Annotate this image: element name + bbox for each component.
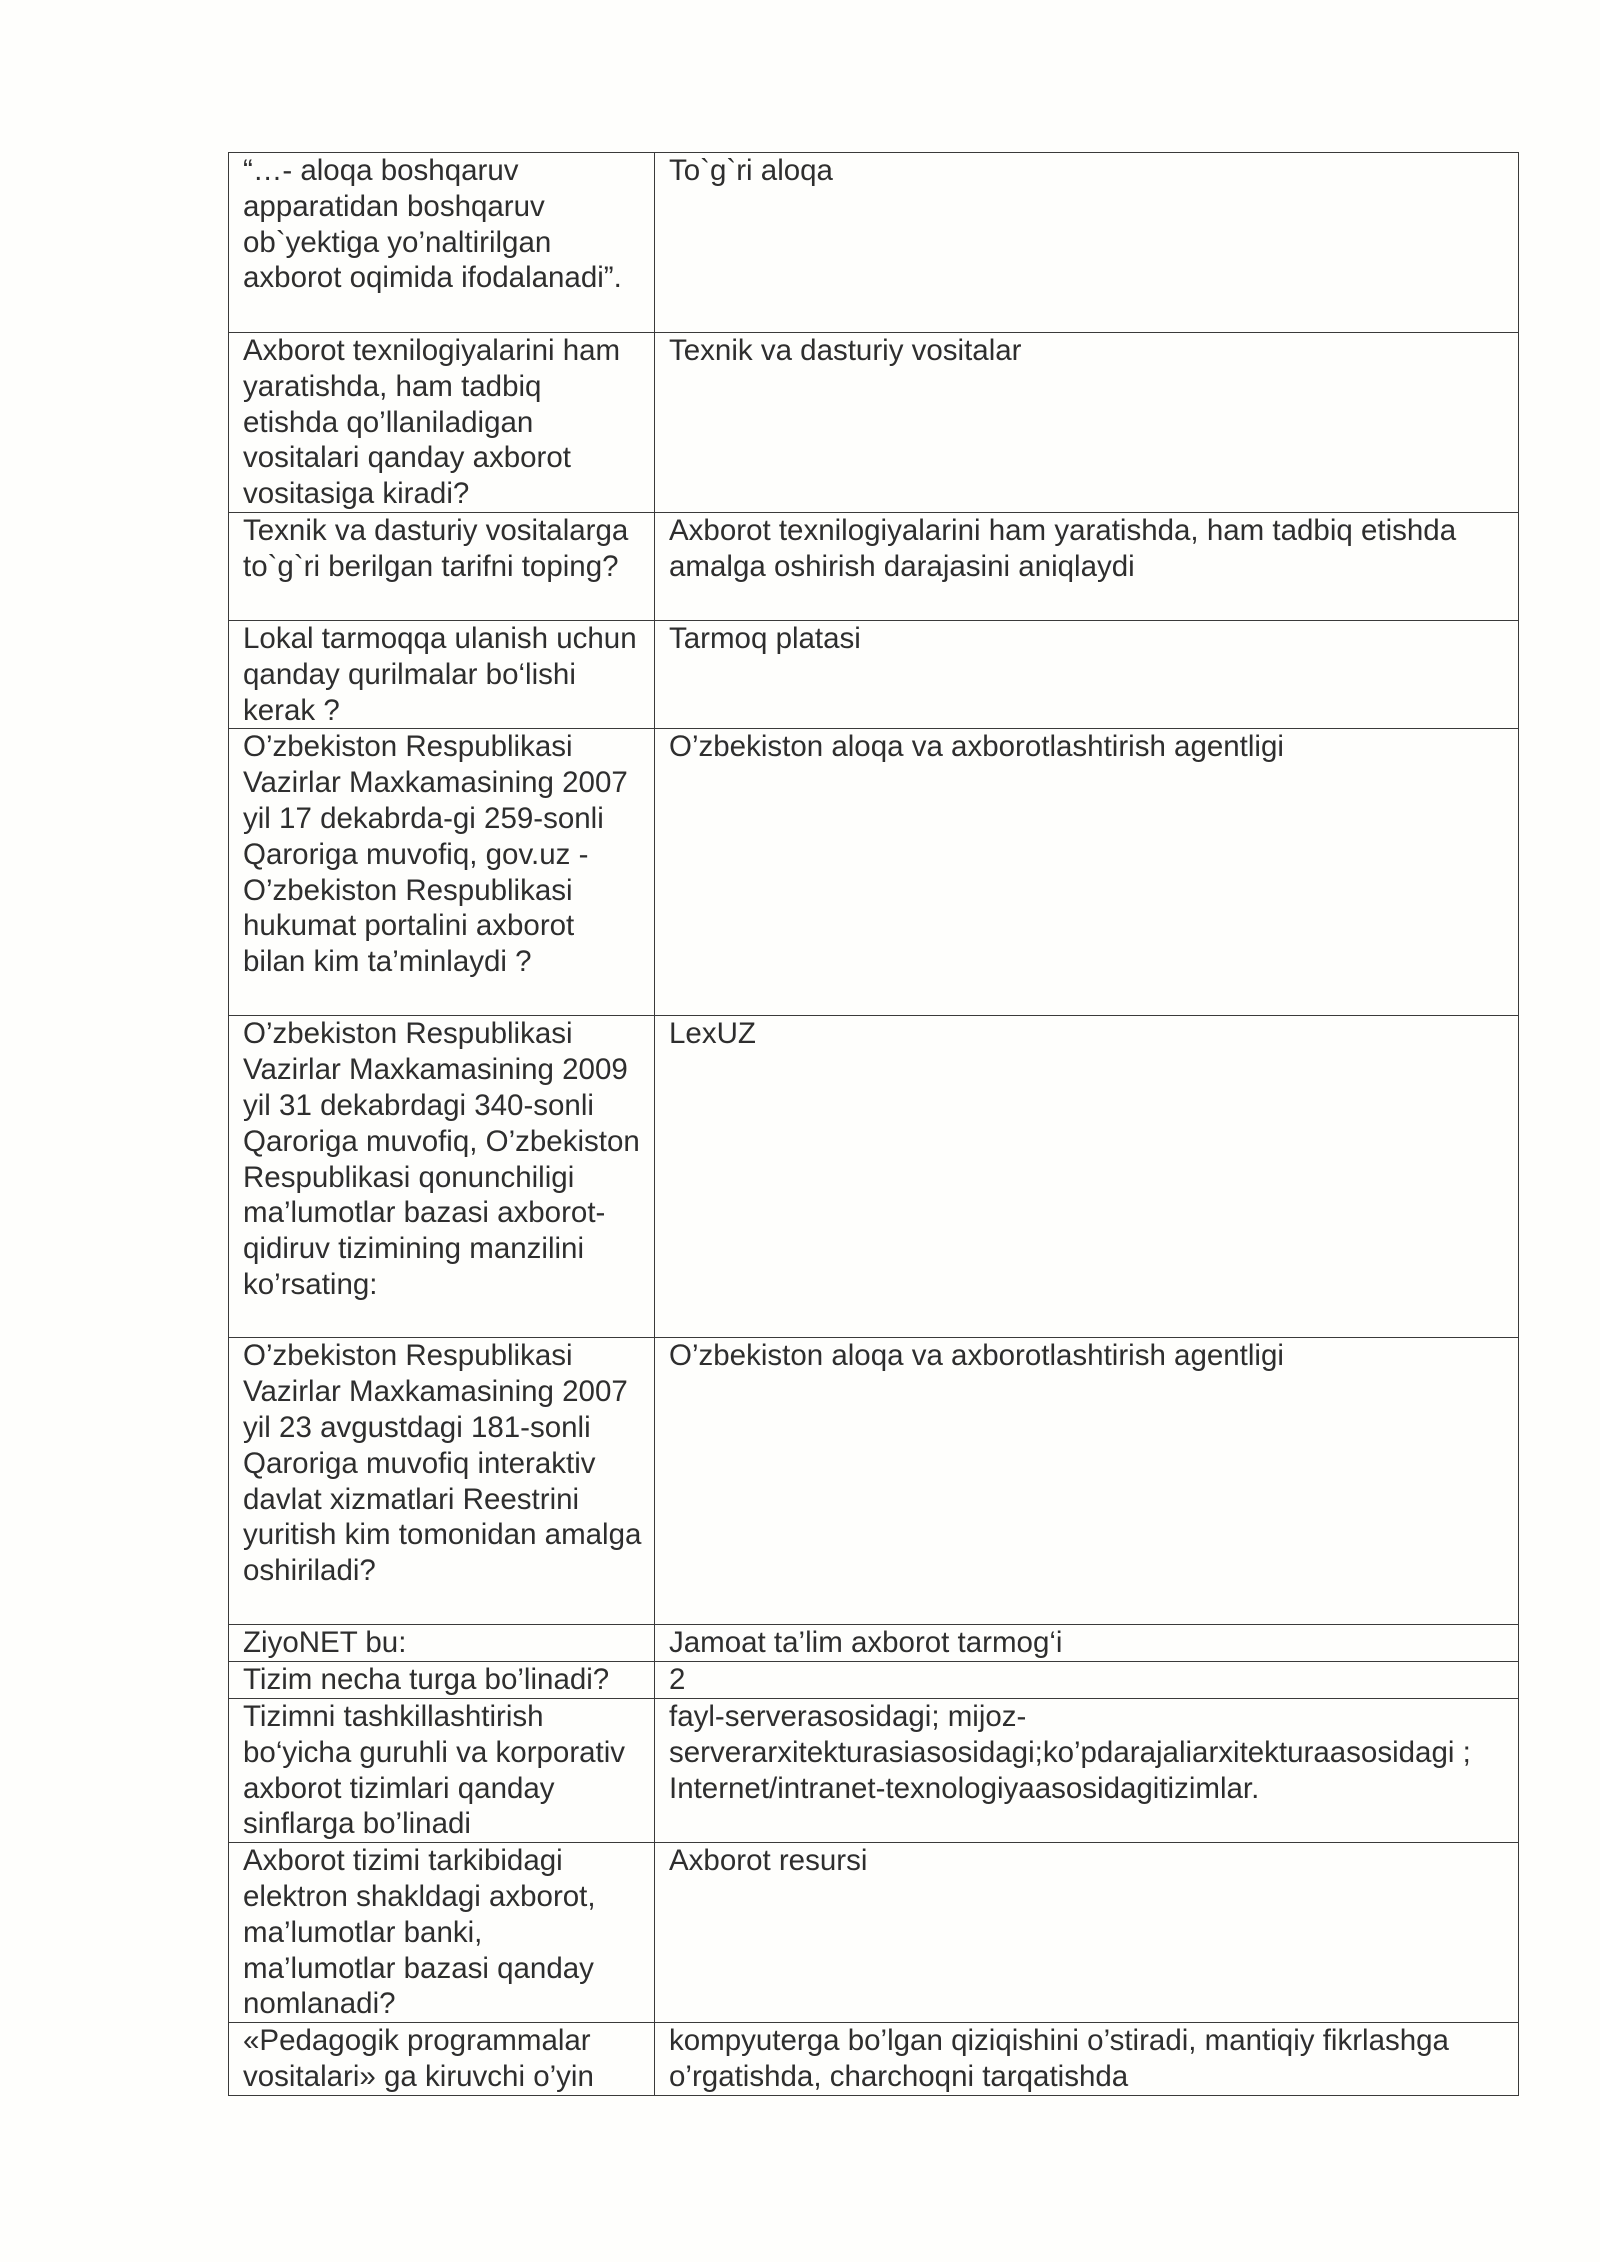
question-cell: ZiyoNET bu: — [229, 1625, 655, 1662]
question-cell: Axborot tizimi tarkibidagi elektron shakldagi axborot, ma’lumotlar banki, ma’lumotlar bazasi qanday nomlanadi? — [229, 1843, 655, 2023]
answer-cell: 2 — [655, 1662, 1519, 1699]
table-row — [229, 2023, 1519, 2096]
answer-cell: O’zbekiston aloqa va axborotlashtirish agentligi — [655, 729, 1519, 1016]
answer-cell: Texnik va dasturiy vositalar — [655, 333, 1519, 513]
table-row — [229, 1625, 1519, 1662]
answer-cell: fayl-serverasosidagi; mijoz-serverarxitekturasiasosidagi;ko’pdarajaliarxitekturaasosidagi ; Internet/intranet-texnologiyaasosidagitizimlar. — [655, 1698, 1519, 1842]
answer-cell: Tarmoq platasi — [655, 621, 1519, 729]
question-cell: Axborot texnilogiyalarini ham yaratishda, ham tadbiq etishda qo’llaniladigan vositalari qanday axborot vositasiga kiradi? — [229, 333, 655, 513]
answer-cell: Axborot texnilogiyalarini ham yaratishda, ham tadbiq etishda amalga oshirish darajasini aniqlaydi — [655, 513, 1519, 621]
question-cell: Lokal tarmoqqa ulanish uchun qanday qurilmalar bo‘lishi kerak ? — [229, 621, 655, 729]
answer-cell: Axborot resursi — [655, 1843, 1519, 2023]
answer-cell: Jamoat ta’lim axborot tarmog‘i — [655, 1625, 1519, 1662]
question-cell: Tizimni tashkillashtirish bo‘yicha guruhli va korporativ axborot tizimlari qanday sinflarga bo’linadi — [229, 1698, 655, 1842]
answer-cell: kompyuterga bo’lgan qiziqishini o’stiradi, mantiqiy fikrlashga o’rgatishda, charchoqni tarqatishda — [655, 2023, 1519, 2096]
question-cell: O’zbekiston Respublikasi Vazirlar Maxkamasining 2009 yil 31 dekabrdagi 340-sonli Qaroriga muvofiq, O’zbekiston Respublikasi qonunchiligi ma’lumotlar bazasi axborot- qidiruv tizimining manzilini ko’rsating: — [229, 1016, 655, 1338]
table-row — [229, 153, 1519, 333]
table-row — [229, 1016, 1519, 1338]
answer-cell: LexUZ — [655, 1016, 1519, 1338]
table-row — [229, 333, 1519, 513]
table-row — [229, 1338, 1519, 1625]
question-cell: O’zbekiston Respublikasi Vazirlar Maxkamasining 2007 yil 23 avgustdagi 181-sonli Qaroriga muvofiq interaktiv davlat xizmatlari Reestrini yuritish kim tomonidan amalga oshiriladi? — [229, 1338, 655, 1625]
question-cell: «Pedagogik programmalar vositalari» ga kiruvchi o’yin — [229, 2023, 655, 2096]
question-answer-table — [228, 152, 1519, 2096]
table-row — [229, 1698, 1519, 1842]
question-cell: O’zbekiston Respublikasi Vazirlar Maxkamasining 2007 yil 17 dekabrda-gi 259-sonli Qaroriga muvofiq, gov.uz - O’zbekiston Respublikasi hukumat portalini axborot bilan kim ta’minlaydi ? — [229, 729, 655, 1016]
answer-cell: O’zbekiston aloqa va axborotlashtirish agentligi — [655, 1338, 1519, 1625]
answer-cell: To`g`ri aloqa — [655, 153, 1519, 333]
question-cell: “…- aloqa boshqaruv apparatidan boshqaruv ob`yektiga yo’naltirilgan axborot oqimida ifodalanadi”. — [229, 153, 655, 333]
question-cell: Tizim necha turga bo’linadi? — [229, 1662, 655, 1699]
question-cell: Texnik va dasturiy vositalarga to`g`ri berilgan tarifni toping? — [229, 513, 655, 621]
table-row — [229, 729, 1519, 1016]
table-row — [229, 1662, 1519, 1699]
table-row — [229, 621, 1519, 729]
table-row — [229, 513, 1519, 621]
table-row — [229, 1843, 1519, 2023]
